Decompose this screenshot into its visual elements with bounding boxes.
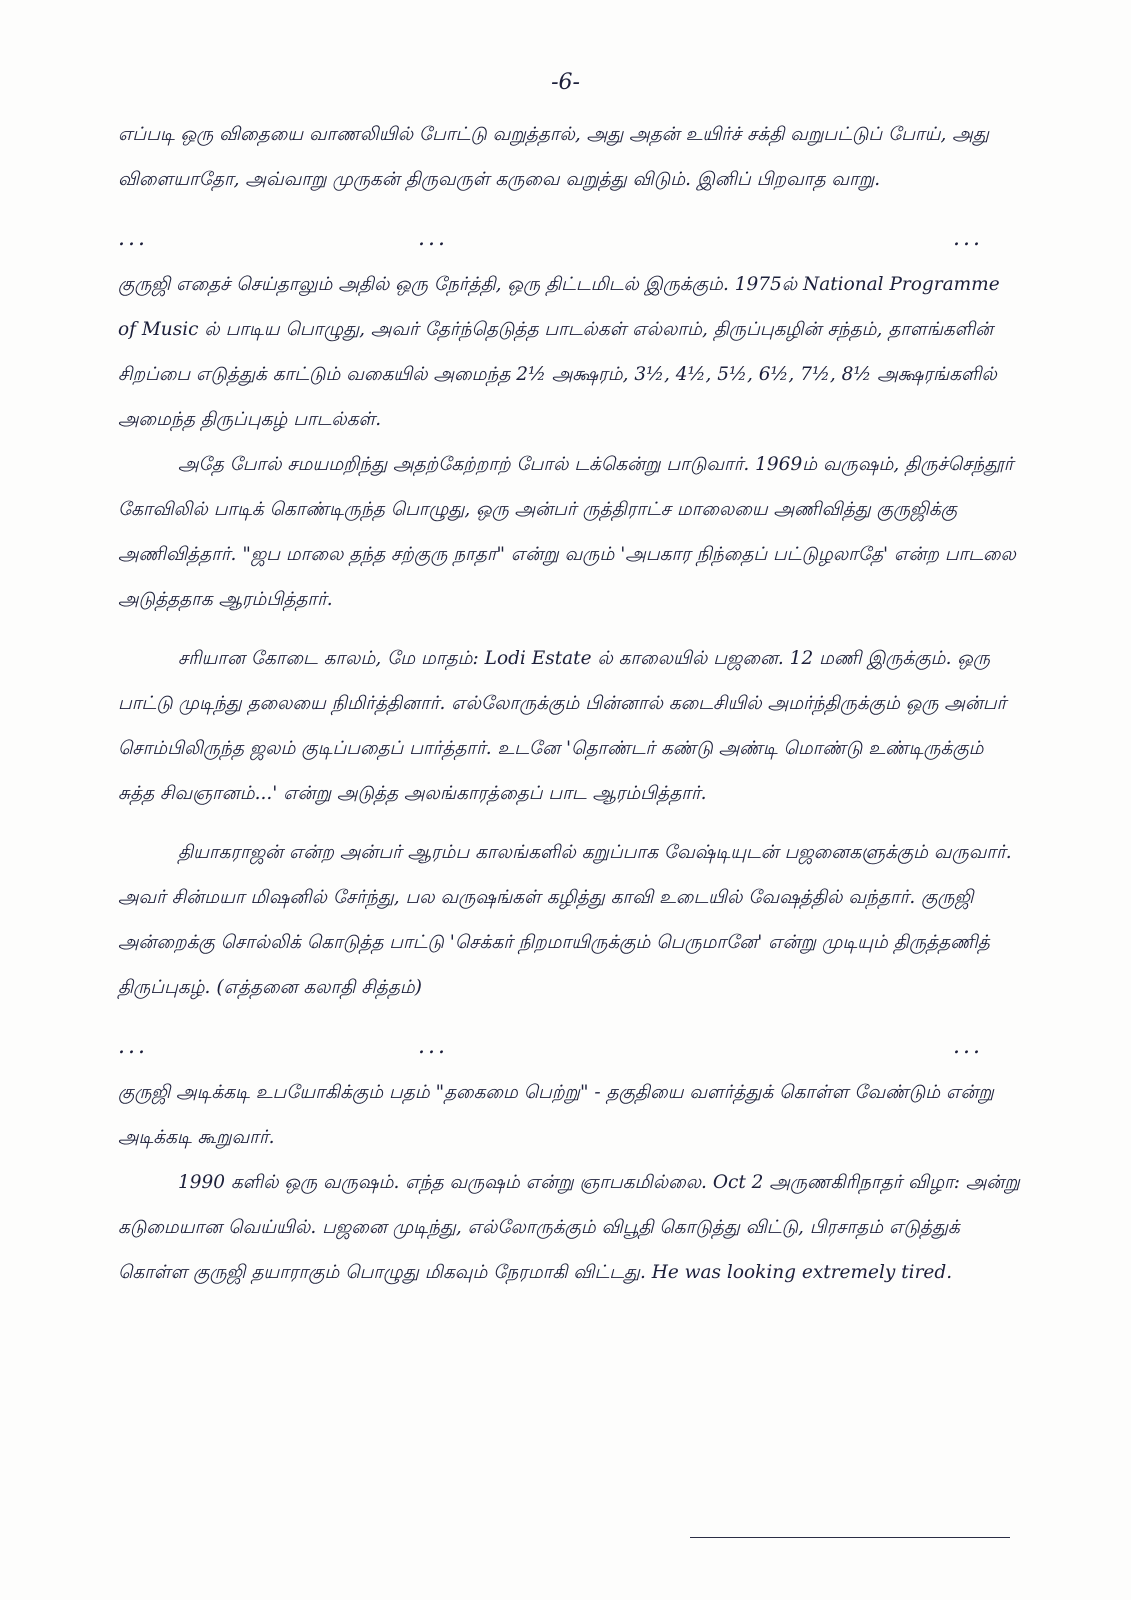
- paragraph-thagaimai: குருஜி அடிக்கடி உபயோகிக்கும் பதம் "தகைமை பெற்று" - தகுதியை வளர்த்துக் கொள்ள வேண்டும் என்று அடிக்கடி கூறுவார்.: [118, 1082, 994, 1148]
- paragraph-thiyagarajan: தியாகராஜன் என்ற அன்பர் ஆரம்ப காலங்களில் கறுப்பாக வேஷ்டியுடன் பஜனைகளுக்கும் வருவார். அவர் சின்மயா மிஷனில் சேர்ந்து, பல வருஷங்கள் கழித்து காவி உடையில் வேஷத்தில் வந்தார். குருஜி அன்றைக்கு சொல்லிக் கொடுத்த பாட்டு 'செக்கர் நிறமாயிருக்கும் பெருமானே' என்று முடியும் திருத்தணித் திருப்புகழ். (எத்தனை கலாதி சித்தம்): [118, 842, 1012, 998]
- paragraph-arunagirinathar-festival: 1990 களில் ஒரு வருஷம். எந்த வருஷம் என்று ஞாபகமில்லை. Oct 2 அருணகிரிநாதர் விழா: அன்று கடுமையான வெய்யில். பஜனை முடிந்து, எல்லோருக்கும் விபூதி கொடுத்து விட்டு, பிரசாதம் எடுத்துக் கொள்ள குருஜி தயாராகும் பொழுது மிகவும் நேரமாகி விட்டது. He was looking extremely tired.: [118, 1172, 1020, 1283]
- section-separator: [118, 202, 1023, 262]
- paragraph-national-programme: குருஜி எதைச் செய்தாலும் அதில் ஒரு நேர்த்தி, ஒரு திட்டமிடல் இருக்கும். 1975ல் National Programme of Music ல் பாடிய பொழுது, அவர் தேர்ந்தெடுத்த பாடல்கள் எல்லாம், திருப்புகழின் சந்தம், தாளங்களின் சிறப்பை எடுத்துக் காட்டும் வகையில் அமைந்த 2½ அக்ஷரம், 3½, 4½, 5½, 6½, 7½, 8½ அக்ஷரங்களில் அமைந்த திருப்புகழ் பாடல்கள்.: [118, 274, 1000, 430]
- separator-dots: ...: [953, 226, 983, 251]
- paragraph-seed-analogy: எப்படி ஒரு விதையை வாணலியில் போட்டு வறுத்தால், அது அதன் உயிர்ச் சக்தி வறுபட்டுப் போய், அது விளையாதோ, அவ்வாறு முருகன் திருவருள் கருவை வறுத்து விடும். இனிப் பிறவாத வாறு.: [118, 124, 989, 190]
- page-body: [118, 112, 1023, 1295]
- separator-dots: ...: [118, 1034, 148, 1059]
- separator-dots: ...: [118, 226, 148, 251]
- paragraph-lodi-estate: சரியான கோடை காலம், மே மாதம்: Lodi Estate ல் காலையில் பஜனை. 12 மணி இருக்கும். ஒரு பாட்டு முடிந்து தலையை நிமிர்த்தினார். எல்லோருக்கும் பின்னால் கடைசியில் அமர்ந்திருக்கும் ஒரு அன்பர் சொம்பிலிருந்த ஜலம் குடிப்பதைப் பார்த்தார். உடனே 'தொண்டர் கண்டு அண்டி மொண்டு உண்டிருக்கும் சுத்த சிவஞானம்...' என்று அடுத்த அலங்காரத்தைப் பாட ஆரம்பித்தார்.: [118, 648, 1007, 804]
- paragraph-tiruchendur: அதே போல் சமயமறிந்து அதற்கேற்றாற் போல் டக்கென்று பாடுவார். 1969ம் வருஷம், திருச்செந்தூர் கோவிலில் பாடிக் கொண்டிருந்த பொழுது, ஒரு அன்பர் ருத்திராட்ச மாலையை அணிவித்து குருஜிக்கு அணிவித்தார். "ஜப மாலை தந்த சற்குரு நாதா" என்று வரும் 'அபகார நிந்தைப் பட்டுழலாதே' என்ற பாடலை அடுத்ததாக ஆரம்பித்தார்.: [118, 454, 1016, 610]
- bottom-rule-line: [690, 1537, 1010, 1538]
- separator-dots: ...: [953, 1034, 983, 1059]
- separator-dots: ...: [418, 226, 448, 251]
- separator-dots: ...: [418, 1034, 448, 1059]
- section-separator: [118, 1010, 1023, 1070]
- page-number: -6-: [551, 70, 580, 95]
